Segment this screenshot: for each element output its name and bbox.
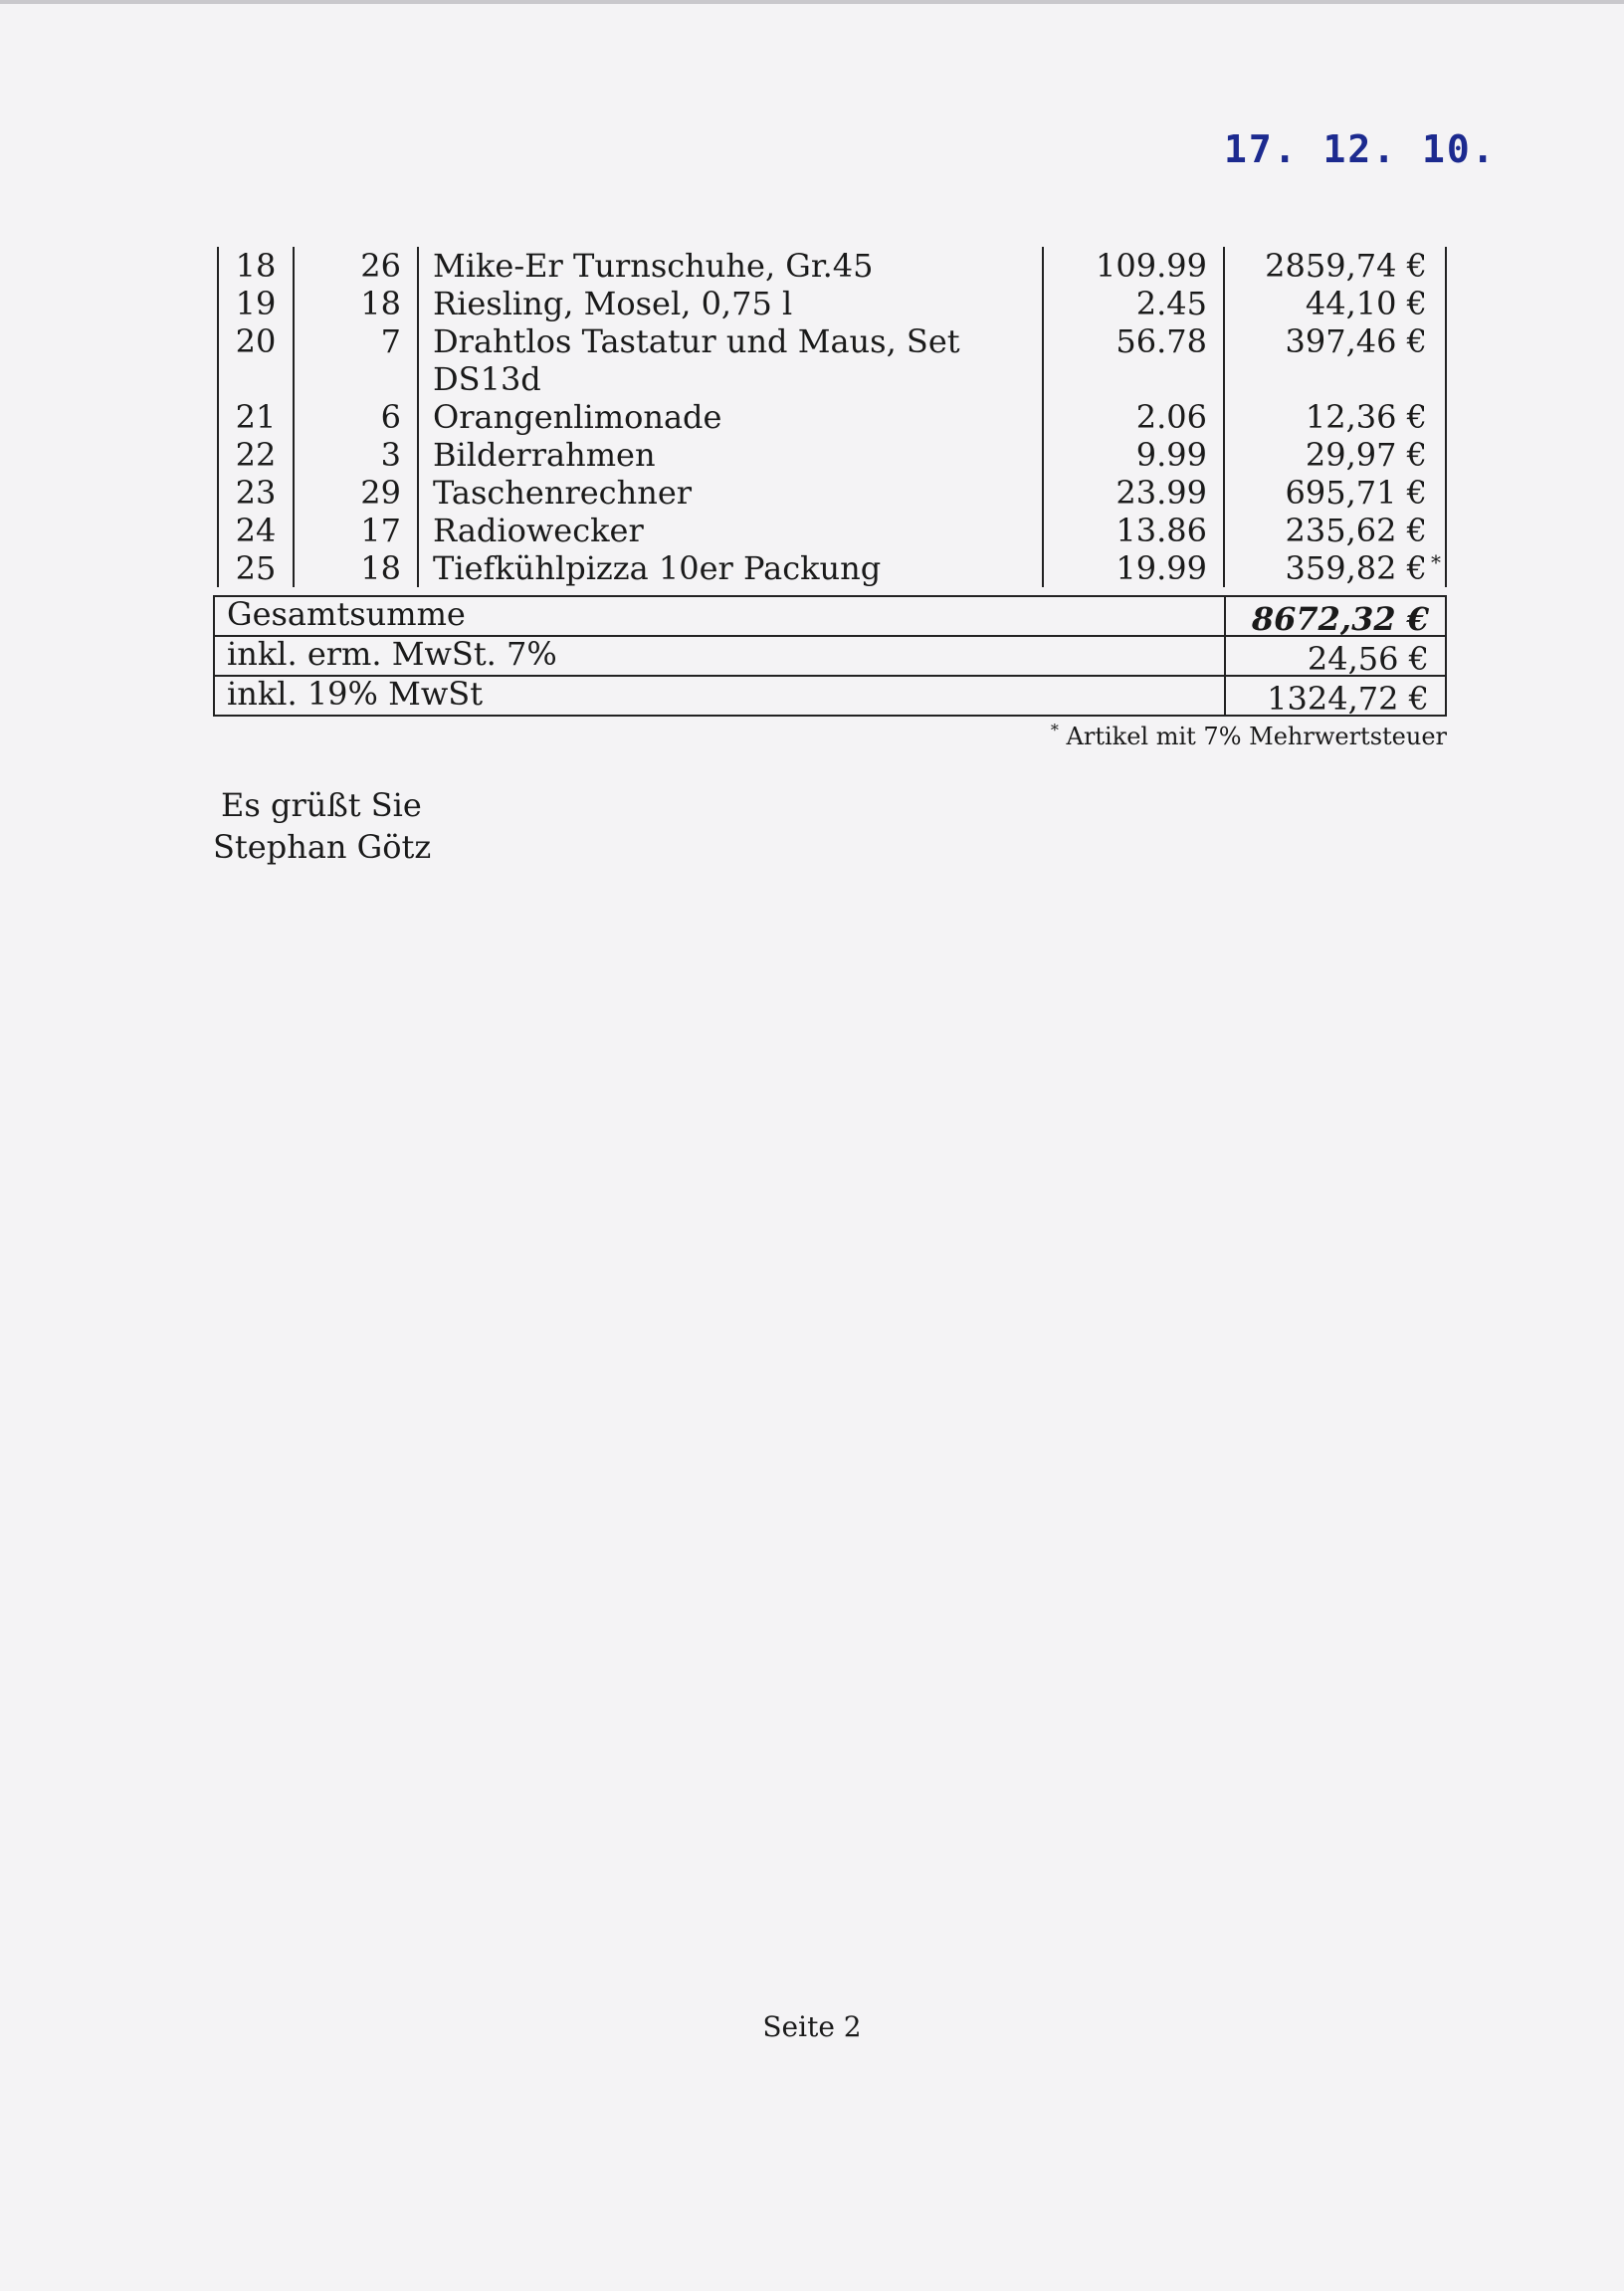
item-total: [1225, 549, 1447, 587]
item-total: [1225, 285, 1447, 322]
summary-row-vat: [215, 675, 1445, 718]
closing-signature: [213, 784, 431, 868]
item-position: 22: [217, 436, 295, 474]
item-total: [1225, 474, 1447, 512]
item-quantity: 29: [295, 474, 419, 512]
table-row: [217, 474, 1447, 512]
item-total-value: 2859,74 €: [1265, 247, 1427, 285]
closing-greeting: Es grüßt Sie: [221, 786, 422, 824]
item-description: Bilderrahmen: [419, 436, 1044, 474]
table-row: [217, 436, 1447, 474]
item-total-value: 695,71 €: [1285, 474, 1427, 512]
summary-row-reduced-vat: [215, 635, 1445, 678]
item-position: 21: [217, 398, 295, 436]
item-position: 19: [217, 285, 295, 322]
item-quantity: 18: [295, 285, 419, 322]
item-total: [1225, 436, 1447, 474]
item-quantity: 3: [295, 436, 419, 474]
summary-value: 8672,32 €: [1251, 600, 1429, 638]
item-tax-mark: *: [1431, 550, 1441, 574]
item-total: [1225, 247, 1447, 285]
vat-footnote: [1025, 721, 1447, 750]
summary-label: inkl. erm. MwSt. 7%: [215, 637, 1226, 675]
item-total-value: 397,46 €: [1285, 322, 1427, 360]
page-edge: [0, 0, 1624, 4]
summary-table: [213, 595, 1447, 717]
item-total: [1225, 512, 1447, 549]
item-description: Tiefkühlpizza 10er Packung: [419, 549, 1044, 587]
footnote-mark: *: [1050, 721, 1059, 739]
item-total-value: 29,97 €: [1305, 436, 1427, 474]
item-quantity: 7: [295, 322, 419, 398]
summary-row-total: [215, 595, 1445, 638]
items-table: [217, 247, 1447, 587]
table-row: [217, 398, 1447, 436]
item-unit-price: 9.99: [1044, 436, 1225, 474]
item-unit-price: 2.45: [1044, 285, 1225, 322]
item-description-line-1: Drahtlos Tastatur und Maus, Set: [433, 322, 960, 360]
item-unit-price: 2.06: [1044, 398, 1225, 436]
summary-value: 24,56 €: [1307, 640, 1429, 678]
item-description: Mike-Er Turnschuhe, Gr.45: [419, 247, 1044, 285]
item-description-line-2: DS13d: [433, 360, 541, 398]
item-total-value: 359,82 €: [1285, 549, 1427, 587]
item-quantity: 17: [295, 512, 419, 549]
table-row: [217, 512, 1447, 549]
item-description: [419, 322, 1044, 398]
item-unit-price: 56.78: [1044, 322, 1225, 398]
table-row: [217, 247, 1447, 285]
summary-label: Gesamtsumme: [215, 597, 1226, 635]
item-total: [1225, 398, 1447, 436]
item-unit-price: 13.86: [1044, 512, 1225, 549]
item-position: 25: [217, 549, 295, 587]
item-description: Radiowecker: [419, 512, 1044, 549]
item-position: 24: [217, 512, 295, 549]
footnote-text: Artikel mit 7% Mehrwertsteuer: [1066, 723, 1447, 750]
summary-value: 1324,72 €: [1267, 680, 1429, 718]
summary-label: inkl. 19% MwSt: [215, 677, 1226, 715]
date-stamp: 17. 12. 10.: [1224, 127, 1497, 171]
closing-name: Stephan Götz: [213, 828, 432, 866]
item-quantity: 6: [295, 398, 419, 436]
item-total-value: 12,36 €: [1305, 398, 1427, 436]
item-total-value: 44,10 €: [1305, 285, 1427, 322]
item-position: 20: [217, 322, 295, 398]
item-description: Riesling, Mosel, 0,75 l: [419, 285, 1044, 322]
item-description: Taschenrechner: [419, 474, 1044, 512]
item-position: 23: [217, 474, 295, 512]
table-row: [217, 285, 1447, 322]
item-quantity: 18: [295, 549, 419, 587]
item-quantity: 26: [295, 247, 419, 285]
item-unit-price: 109.99: [1044, 247, 1225, 285]
item-total-value: 235,62 €: [1285, 512, 1427, 549]
page-number: Seite 2: [762, 2010, 862, 2043]
table-row: [217, 322, 1447, 398]
item-description: Orangenlimonade: [419, 398, 1044, 436]
item-total: [1225, 322, 1447, 398]
item-unit-price: 23.99: [1044, 474, 1225, 512]
item-unit-price: 19.99: [1044, 549, 1225, 587]
table-row: [217, 549, 1447, 587]
item-position: 18: [217, 247, 295, 285]
